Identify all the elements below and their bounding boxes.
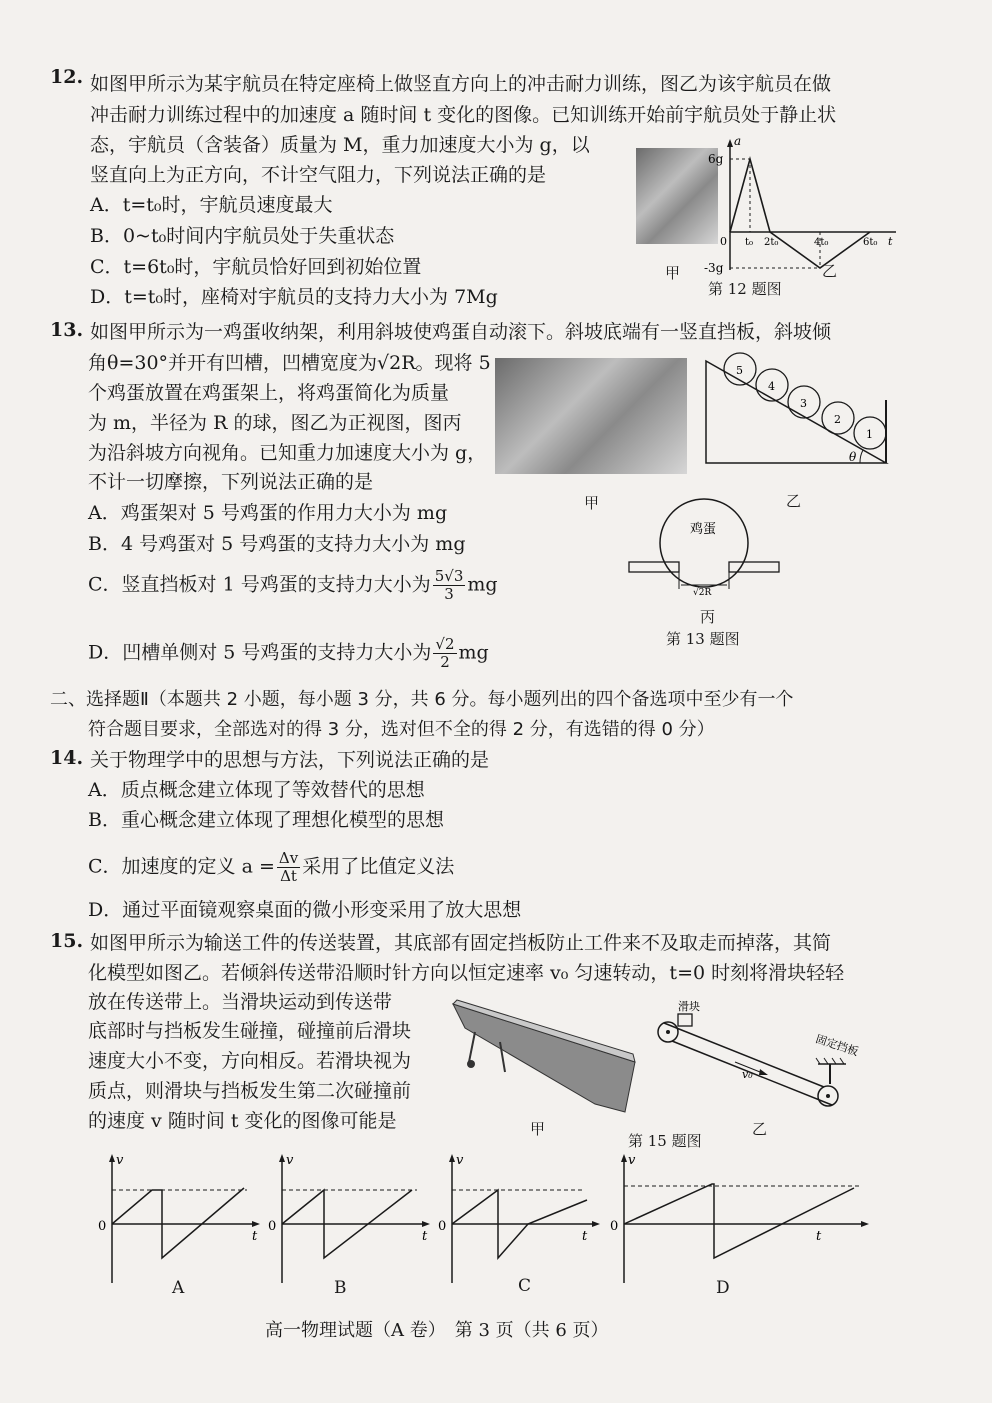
q12-option-a: A．t=t₀时，宇航员速度最大 (90, 194, 333, 216)
q13-groove-width: √2R (693, 588, 712, 598)
q14-option-d: D．通过平面镜观察桌面的微小形变采用了放大思想 (88, 899, 522, 921)
q15-pulley-top-axle (666, 1030, 670, 1034)
arrow-up-icon (449, 1154, 455, 1162)
q12-tick-4t0: 4t₀ (814, 237, 829, 248)
q13-front-view (700, 345, 895, 470)
q15-graph-d (604, 1148, 874, 1298)
q13-option-b: B．4 号鸡蛋对 5 号鸡蛋的支持力大小为 mg (88, 533, 466, 555)
q15-hatch-3 (832, 1058, 836, 1064)
q12-tick-t0: t₀ (745, 237, 754, 248)
q12-acceleration-graph (700, 135, 900, 280)
q13-fig-yi: 乙 (786, 492, 802, 510)
q15-fig-jia: 甲 (530, 1120, 546, 1138)
q13-option-d-fraction: $\frac{√2}{2}$ (435, 635, 455, 671)
q15-graph-b-v-label: v (286, 1153, 294, 1168)
q14-accel-fraction: $\frac{\Delta v}{\Delta t}$ (278, 849, 299, 885)
q12-axis-t: t (888, 235, 893, 248)
q15-graph-a-curve (112, 1188, 244, 1258)
q12-number: 12. (50, 66, 84, 88)
q15-hatch-1 (816, 1058, 820, 1064)
q12-label-6g: 6g (708, 152, 724, 166)
q12-tick-6t0: 6t₀ (863, 237, 878, 248)
q13-line3: 个鸡蛋放置在鸡蛋架上，将鸡蛋简化为质量 (88, 382, 450, 404)
arrow-up-icon (727, 139, 733, 147)
q13-option-c: C．竖直挡板对 1 号鸡蛋的支持力大小为 $\frac{5√3}{3}$ mg (88, 567, 498, 603)
q13-photo-egg-rack (495, 358, 687, 474)
q15-line6: 质点，则滑块与挡板发生第二次碰撞前 (88, 1080, 412, 1102)
q15-conveyor-body (453, 1004, 635, 1112)
q12-tick-2t0: 2t₀ (764, 237, 779, 248)
q14-option-b: B．重心概念建立体现了理想化模型的思想 (88, 809, 444, 831)
q15-graph-d-v-label: v (628, 1153, 636, 1168)
q15-speed-label: v₀ (742, 1068, 753, 1081)
q12-axis-a: a (734, 135, 742, 148)
arrow-right-icon (861, 1221, 869, 1227)
q14-stem: 关于物理学中的思想与方法，下列说法正确的是 (90, 749, 490, 771)
q13-egg-label-1: 1 (866, 428, 873, 441)
q14-option-c: C．加速度的定义 a = $\frac{\Delta v}{\Delta t}$ 采用了比值定义法 (88, 849, 455, 885)
q13-line6: 不计一切摩擦，下列说法正确的是 (88, 471, 374, 493)
q15-graph-b-t-label: t (422, 1229, 428, 1244)
q13-egg-label-3: 3 (800, 397, 807, 410)
arrow-right-icon (252, 1221, 260, 1227)
q15-figure-caption: 第 15 题图 (628, 1132, 702, 1150)
q15-option-b-label: B (334, 1278, 347, 1298)
q13-line4: 为 m，半径为 R 的球，图乙为正视图，图丙 (88, 412, 462, 434)
q15-graph-d-curve (624, 1184, 854, 1258)
q13-side-view (625, 495, 785, 605)
section2-heading-line1: 二、选择题Ⅱ（本题共 2 小题，每小题 3 分，共 6 分。每小题列出的四个备选项中至少有一个 (50, 689, 794, 710)
q13-egg-label-4: 4 (768, 380, 775, 393)
q15-graph-b (262, 1148, 432, 1298)
q12-line2: 冲击耐力训练过程中的加速度 a 随时间 t 变化的图像。已知训练开始前宇航员处于静止状 (90, 104, 837, 126)
arrow-right-icon (759, 1069, 768, 1075)
q13-fig-bing: 丙 (700, 608, 716, 626)
q15-graph-a-v-label: v (116, 1153, 124, 1168)
q15-graph-c (432, 1148, 602, 1298)
q15-hatch-4 (840, 1058, 844, 1064)
q15-graph-a-t-label: t (252, 1229, 258, 1244)
page-footer: 高一物理试题（A 卷） 第 3 页（共 6 页） (265, 1320, 609, 1341)
q14-option-a: A．质点概念建立体现了等效替代的思想 (88, 779, 425, 801)
q13-option-a: A．鸡蛋架对 5 号鸡蛋的作用力大小为 mg (88, 502, 448, 524)
q15-conveyor-leg-1 (469, 1032, 475, 1062)
q15-graph-d-origin: 0 (610, 1219, 619, 1234)
arrow-right-icon (592, 1221, 600, 1227)
q13-slope (706, 361, 886, 463)
q12-label-neg3g: -3g (704, 261, 724, 275)
q13-option-d: D．凹槽单侧对 5 号鸡蛋的支持力大小为 $\frac{√2}{2}$ mg (88, 635, 489, 671)
q15-option-d-label: D (716, 1278, 730, 1298)
q14-number: 14. (50, 747, 84, 769)
q15-option-a-label: A (172, 1278, 185, 1298)
arrow-up-icon (279, 1154, 285, 1162)
q15-line1: 如图甲所示为输送工件的传送装置，其底部有固定挡板防止工件来不及取走而掉落，其简 (90, 932, 832, 954)
q12-option-b: B．0~t₀时间内宇航员处于失重状态 (90, 225, 395, 247)
q13-groove-right (729, 562, 779, 572)
q15-pulley-bottom-axle (826, 1094, 830, 1098)
q15-number: 15. (50, 930, 84, 952)
q15-graph-a (92, 1148, 262, 1298)
q12-line1: 如图甲所示为某宇航员在特定座椅上做竖直方向上的冲击耐力训练，图乙为该宇航员在做 (90, 73, 832, 95)
q15-graph-b-origin: 0 (268, 1219, 277, 1234)
q13-number: 13. (50, 319, 84, 341)
q13-angle-arc (860, 450, 863, 463)
q13-egg-circle (660, 499, 748, 587)
q15-graph-d-t-label: t (816, 1229, 822, 1244)
q15-baffle-label: 固定挡板 (814, 1032, 860, 1059)
q15-slider-label: 滑块 (678, 1000, 700, 1013)
q13-line5: 为沿斜坡方向视角。已知重力加速度大小为 g， (88, 442, 487, 464)
q15-line3: 放在传送带上。当滑块运动到传送带 (88, 991, 393, 1013)
q15-conveyor-wheel (467, 1060, 475, 1068)
q12-graph-line (730, 159, 870, 268)
q15-line4: 底部时与挡板发生碰撞，碰撞前后滑块 (88, 1020, 412, 1042)
q12-fig-jia: 甲 (665, 264, 681, 282)
q13-line1: 如图甲所示为一鸡蛋收纳架，利用斜坡使鸡蛋自动滚下。斜坡底端有一竖直挡板，斜坡倾 (90, 321, 832, 343)
q15-graph-a-origin: 0 (98, 1219, 107, 1234)
q13-egg-label-5: 5 (736, 364, 743, 377)
q12-option-d: D．t=t₀时，座椅对宇航员的支持力大小为 7Mg (90, 286, 498, 308)
q12-fig-yi: 乙 (822, 262, 838, 280)
q13-option-c-fraction: $\frac{5√3}{3}$ (434, 567, 464, 603)
arrow-up-icon (109, 1154, 115, 1162)
arrow-up-icon (621, 1154, 627, 1162)
q15-line5: 速度大小不变，方向相反。若滑块视为 (88, 1050, 412, 1072)
q13-angle-theta: θ (849, 450, 857, 464)
q15-line7: 的速度 v 随时间 t 变化的图像可能是 (88, 1110, 397, 1132)
q12-line4: 竖直向上为正方向，不计空气阻力，下列说法正确的是 (90, 164, 547, 186)
q13-line2: 角θ=30°并开有凹槽，凹槽宽度为√2R。现将 5 (88, 352, 491, 374)
q13-figure-caption: 第 13 题图 (666, 630, 740, 648)
q12-option-c: C．t=6t₀时，宇航员恰好回到初始位置 (90, 256, 422, 278)
q15-fig-yi: 乙 (752, 1120, 768, 1138)
q15-line2: 化模型如图乙。若倾斜传送带沿顺时针方向以恒定速率 v₀ 匀速转动，t=0 时刻将滑块轻轻 (88, 962, 845, 984)
q15-simplified-model (650, 998, 885, 1116)
q15-slider-block (678, 1014, 692, 1026)
arrow-right-icon (422, 1221, 430, 1227)
section2-heading-line2: 符合题目要求，全部选对的得 3 分，选对但不全的得 2 分，有选错的得 0 分） (88, 719, 715, 740)
q12-origin: 0 (720, 235, 727, 248)
q15-hatch-2 (824, 1058, 828, 1064)
q13-fig-jia: 甲 (584, 494, 600, 512)
q13-groove-left (629, 562, 679, 572)
q15-graph-c-t-label: t (582, 1229, 588, 1244)
q12-figure-caption: 第 12 题图 (708, 280, 782, 298)
q15-photo-conveyor (445, 992, 645, 1117)
q13-egg-label-2: 2 (834, 413, 841, 426)
q15-graph-c-origin: 0 (438, 1219, 447, 1234)
q12-line3: 态，宇航员（含装备）质量为 M，重力加速度大小为 g，以 (90, 134, 590, 156)
q13-egg-text: 鸡蛋 (690, 522, 717, 537)
q15-graph-c-v-label: v (456, 1153, 464, 1168)
q15-option-c-label: C (518, 1276, 532, 1296)
